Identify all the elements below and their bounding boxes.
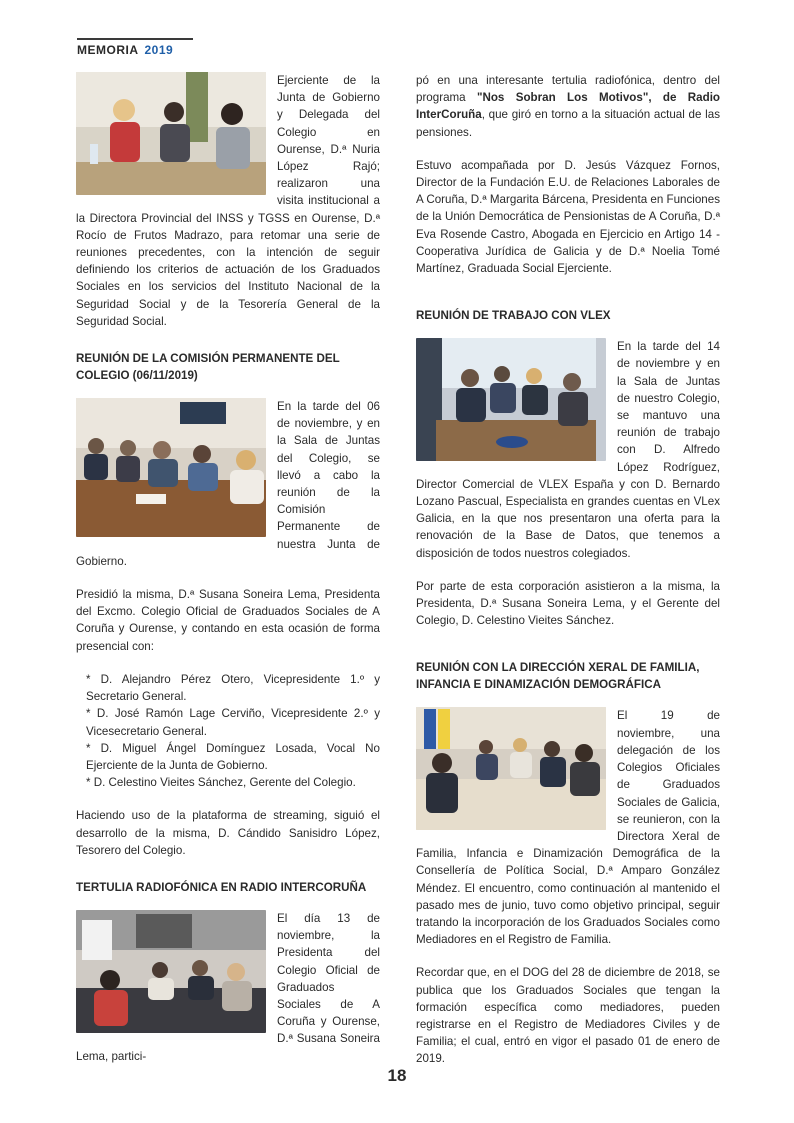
attendee-item: * D. José Ramón Lage Cerviño, Vicepresidente 2.º y Vicesecretario General.	[86, 707, 380, 738]
photo-commission-meeting	[76, 398, 266, 537]
intro-paragraph: Ejerciente de la Junta de Gobierno y Delegada del Colegio en Ourense, D.ª Nuria López Rajó; realizaron una visita institucional a la Directora Provincial del INSS y TGSS en Ourense, D.ª Rocío de Frutos Madrazo, para retomar una serie de reuniones precedentes, con la intención de seguir definiendo los criterios de actuación de los Graduados Sociales en los servicios del Instituto Nacional de la Seguridad Social y de la Tesorería General de la Seguridad Social.	[76, 74, 380, 328]
right-column	[416, 72, 720, 1084]
family-paragraph-2: Recordar que, en el DOG del 28 de diciembre de 2018, se publica que los Graduados Sociales que tengan la formación específica como mediadores, pueden registrarse en el Registro de Mediadores Civiles y de Familia; el cual, entró en vigor el pasado 01 de enero de 2019.	[416, 966, 720, 1066]
attendee-list	[76, 671, 380, 791]
radio-continued-paragraph	[416, 72, 720, 141]
vlex-paragraph-2: Por parte de esta corporación asistieron a la misma, la Presidenta, D.ª Susana Soneira Lema, y el Gerente del Colegio, D. Celestino Vieites Sánchez.	[416, 579, 720, 628]
commission-paragraph-3: Haciendo uso de la plataforma de streaming, siguió el desarrollo de la misma, D. Cándido Sanisidro López, Tesorero del Colegio.	[76, 809, 380, 857]
page-number: 18	[387, 1066, 407, 1085]
radio-text-before: pó en una interesante tertulia radiofónica, dentro del programa	[416, 74, 720, 105]
commission-paragraph-2: Presidió la misma, D.ª Susana Soneira Lema, Presidenta del Excmo. Colegio Oficial de Graduados Sociales de A Coruña y Ourense, y contando en esta ocasión de forma presencial con:	[76, 588, 380, 653]
attendee-item: * D. Alejandro Pérez Otero, Vicepresidente 1.º y Secretario General.	[86, 672, 380, 704]
radio-paragraph-1: El día 13 de noviembre, la Presidenta del Colegio Oficial de Graduados Sociales de A Coruña y Ourense, D.ª Susana Soneira Lema, partici-	[76, 911, 380, 1063]
photo-radio-studio	[76, 910, 266, 1033]
section-title-vlex: REUNIÓN DE TRABAJO CON VLEX	[416, 309, 611, 323]
photo-family-meeting	[416, 707, 606, 830]
radio-text-after: , que giró en torno a la situación actual de las pensiones.	[416, 108, 720, 139]
family-paragraph-1: El 19 de noviembre, una delegación de los Colegios Oficiales de Graduados Sociales de Galicia, se reunieron, con la Directora Xeral de Familia, Infancia e Dinamización Demográfica de la Consellería de Política Social, D.ª Amparo González Méndez. El encuentro, como continuación al mantenido el pasado mes de junio, tuvo como objetivo principal, seguir tratando la incorporación de los Graduados Sociales como Mediadores en el Registro de Familia.	[416, 709, 720, 947]
attendee-item: * D. Celestino Vieites Sánchez, Gerente del Colegio.	[86, 776, 356, 790]
photo-ourense-visit	[76, 72, 266, 195]
header-year: 2019	[144, 43, 174, 57]
commission-paragraph-1: En la tarde del 06 de noviembre, y en la Sala de Juntas del Colegio, se llevó a cabo la reunión de la Comisión Permanente de nuestra Junta de Gobierno.	[76, 400, 380, 568]
photo-vlex-meeting	[416, 338, 606, 461]
header-memoria: MEMORIA	[77, 43, 139, 57]
running-header	[77, 38, 193, 57]
radio-program-name: "Nos Sobran Los Motivos", de Radio InterCoruña	[416, 91, 720, 122]
radio-paragraph-2: Estuvo acompañada por D. Jesús Vázquez Fornos, Director de la Fundación E.U. de Relaciones Laborales de A Coruña, D.ª Margarita Bárcena, Presidenta en Funciones de la Unión Democrática de Pensionistas de A Coruña, D.ª Eva Rosende Castro, Abogada en Ejercicio en Artigo 14 - Cooperativa Jurídica de Galicia y de D.ª Noelia Tomé Martínez, Graduada Social Ejerciente.	[416, 158, 720, 276]
section-title-family: REUNIÓN CON LA DIRECCIÓN XERAL DE FAMILIA, INFANCIA E DINAMIZACIÓN DEMOGRÁFICA	[416, 661, 700, 692]
section-title-commission: REUNIÓN DE LA COMISIÓN PERMANENTE DEL COLEGIO (06/11/2019)	[76, 352, 340, 383]
header-rule	[77, 38, 193, 40]
header-title	[77, 43, 193, 57]
left-column	[76, 72, 380, 1081]
section-title-radio: TERTULIA RADIOFÓNICA EN RADIO INTERCORUÑA	[76, 880, 367, 894]
attendee-item: * D. Miguel Ángel Domínguez Losada, Vocal No Ejerciente de la Junta de Gobierno.	[86, 741, 380, 772]
vlex-paragraph-1: En la tarde del 14 de noviembre y en la Sala de Juntas de nuestro Colegio, se mantuvo una reunión de trabajo con D. Alfredo López Rodríguez, Director Comercial de VLEX España y con D. Bernardo Lozano Pascual, Especialista en grandes cuentas en VLex Galicia, en la que nos presentaron una oferta para la renovación de la Base de Datos, que tenemos a disposición de todos nuestros colegiados.	[416, 340, 720, 560]
